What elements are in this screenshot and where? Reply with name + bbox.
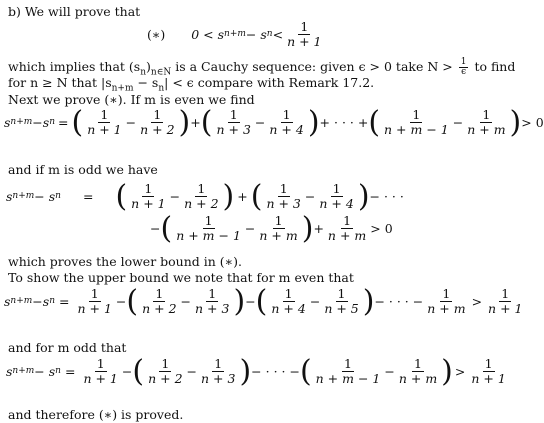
ol-f5d: n + m − 1 bbox=[176, 228, 241, 243]
ol2-op-3: + bbox=[313, 220, 324, 236]
ol2-op-1: − bbox=[150, 220, 161, 236]
eu-minus-sub: n bbox=[49, 295, 55, 306]
el-op-2: + bbox=[190, 114, 201, 130]
ou-frac-3 bbox=[199, 357, 237, 386]
el-f5n: 1 bbox=[412, 107, 421, 122]
eu-paren-open-2: ( bbox=[255, 283, 268, 319]
ou-f6n: 1 bbox=[484, 356, 493, 371]
ou-frac-1 bbox=[81, 357, 119, 386]
el-paren-open-1: ( bbox=[71, 104, 84, 140]
ol-tail: > 0 bbox=[370, 220, 393, 236]
ol-f4n: 1 bbox=[332, 181, 341, 196]
ou-dots: − · · · − bbox=[251, 363, 300, 379]
odd-intro: and if m is odd we have bbox=[8, 162, 158, 177]
even-upper-equation bbox=[4, 283, 526, 319]
el-op-1: − bbox=[125, 114, 137, 130]
eu-f3d: n + 3 bbox=[195, 301, 230, 316]
ou-paren-open-1: ( bbox=[132, 353, 145, 389]
ol-eq: = bbox=[82, 188, 94, 204]
el-op-3: − bbox=[254, 114, 266, 130]
eu-gt: > bbox=[471, 293, 483, 309]
el-tail: > 0 bbox=[521, 114, 544, 130]
ou-f1d: n + 1 bbox=[83, 371, 118, 386]
ol2-paren-close: ) bbox=[301, 210, 314, 246]
eu-eq: = bbox=[58, 293, 70, 309]
cauchy-frac-num: 1 bbox=[460, 57, 467, 67]
eu-op-3: − bbox=[245, 293, 256, 309]
eu-frac-4 bbox=[269, 287, 307, 316]
el-f4n: 1 bbox=[282, 107, 291, 122]
el-minus: −s bbox=[32, 114, 50, 130]
ou-f1n: 1 bbox=[96, 356, 105, 371]
eu-f1d: n + 1 bbox=[77, 301, 112, 316]
eu-f2d: n + 2 bbox=[142, 301, 177, 316]
ou-frac-5 bbox=[397, 357, 439, 386]
final-line-text: and therefore (∗) is proved. bbox=[8, 407, 184, 422]
ol-f6n: 1 bbox=[274, 213, 283, 228]
ol-frac-4 bbox=[317, 182, 355, 211]
ou-frac-6 bbox=[469, 357, 507, 386]
el-f6n: 1 bbox=[482, 107, 491, 122]
proves-lower: which proves the lower bound in (∗). bbox=[8, 254, 242, 269]
upper-intro: To show the upper bound we note that for m even that bbox=[8, 270, 354, 285]
ol-frac-2 bbox=[182, 182, 220, 211]
eu-lhs: s bbox=[4, 293, 11, 309]
ou-minus: − s bbox=[34, 363, 56, 379]
odd-upper-intro: and for m odd that bbox=[8, 340, 127, 355]
cauchy-sub-a: n bbox=[140, 67, 147, 78]
el-frac-6 bbox=[465, 108, 507, 137]
ou-f4d: n + m − 1 bbox=[315, 371, 381, 386]
eu-lhs-sub: n+m bbox=[10, 295, 33, 306]
ol-f6d: n + m bbox=[259, 228, 298, 243]
ou-f5n: 1 bbox=[414, 356, 422, 371]
eu-frac-6 bbox=[425, 287, 467, 316]
ol-frac-7 bbox=[326, 214, 368, 243]
ou-lhs: s bbox=[6, 363, 13, 379]
ol-frac-5 bbox=[174, 214, 243, 243]
ou-gt: > bbox=[454, 363, 466, 379]
ol-f2n: 1 bbox=[197, 181, 206, 196]
cauchy-text-b: ) bbox=[146, 59, 151, 74]
next-line: Next we prove (∗). If m is even we find bbox=[8, 92, 255, 107]
ol-f3n: 1 bbox=[279, 181, 288, 196]
el-lhs-sub: n+m bbox=[10, 116, 33, 127]
claim-sub2: n bbox=[266, 28, 273, 39]
eu-f7d: n + 1 bbox=[488, 301, 523, 316]
claim-lhs: 0 < s bbox=[191, 26, 225, 42]
cauchy2-sub-b: n bbox=[158, 83, 165, 94]
even-lower-equation bbox=[4, 104, 544, 140]
claim-equation bbox=[147, 20, 326, 49]
ol-op-2: + bbox=[237, 188, 248, 204]
ou-paren-open-2: ( bbox=[299, 353, 312, 389]
eu-paren-open-1: ( bbox=[126, 283, 139, 319]
eu-f5d: n + 5 bbox=[324, 301, 359, 316]
claim-rel: < bbox=[272, 26, 284, 42]
eu-minus: −s bbox=[32, 293, 50, 309]
ou-op-2: − bbox=[186, 363, 198, 379]
claim-mid: − s bbox=[245, 26, 267, 42]
ou-op-3: − bbox=[384, 363, 395, 379]
ou-f3n: 1 bbox=[214, 356, 223, 371]
ou-lhs-sub: n+m bbox=[12, 365, 35, 376]
ol2-op-2: − bbox=[244, 220, 256, 236]
el-frac-2 bbox=[138, 108, 176, 137]
ol-f5n: 1 bbox=[204, 213, 213, 228]
el-frac-1 bbox=[85, 108, 123, 137]
el-f3d: n + 3 bbox=[216, 122, 251, 137]
el-paren-close-3: ) bbox=[509, 104, 522, 140]
ol-op-3: − bbox=[304, 188, 316, 204]
eu-frac-7 bbox=[486, 287, 524, 316]
ol-f7n: 1 bbox=[343, 213, 352, 228]
el-eq: = bbox=[57, 114, 69, 130]
ol-frac-1 bbox=[129, 182, 167, 211]
el-f6d: n + m bbox=[467, 122, 506, 137]
ou-f3d: n + 3 bbox=[201, 371, 236, 386]
section-heading: b) We will prove that bbox=[8, 4, 141, 19]
ol-lhs-sub: n+m bbox=[12, 190, 35, 201]
cauchy2-text-a: for n ≥ N that |s bbox=[8, 75, 112, 90]
ol-paren-close-1: ) bbox=[222, 178, 235, 214]
ol-minus: − s bbox=[34, 188, 56, 204]
final-line bbox=[8, 407, 184, 422]
ou-f4n: 1 bbox=[344, 356, 352, 371]
eu-op-1: − bbox=[115, 293, 127, 309]
claim-den: n + 1 bbox=[287, 34, 322, 49]
el-frac-4 bbox=[267, 108, 305, 137]
claim-num: 1 bbox=[300, 19, 309, 34]
eu-paren-close-1: ) bbox=[233, 283, 246, 319]
eu-op-2: − bbox=[180, 293, 192, 309]
ou-paren-close-2: ) bbox=[441, 353, 453, 389]
ol-frac-6 bbox=[257, 214, 299, 243]
ou-minus-sub: n bbox=[55, 365, 61, 376]
ou-f5d: n + m bbox=[398, 371, 438, 386]
el-f1d: n + 1 bbox=[87, 122, 122, 137]
claim-tag: (∗) bbox=[147, 26, 166, 42]
ol-frac-3 bbox=[264, 182, 302, 211]
cauchy-fraction bbox=[459, 58, 469, 77]
cauchy-frac-den: ϵ bbox=[461, 67, 467, 77]
ol-lhs: s bbox=[6, 188, 13, 204]
eu-paren-close-2: ) bbox=[362, 283, 375, 319]
odd-lower-equation-1 bbox=[6, 178, 404, 214]
cauchy2-text-b: − s bbox=[133, 75, 159, 90]
ol-op-1: − bbox=[169, 188, 181, 204]
ou-op-1: − bbox=[121, 363, 133, 379]
el-op-4: − bbox=[452, 114, 464, 130]
ou-eq: = bbox=[64, 363, 76, 379]
odd-lower-equation-2 bbox=[150, 210, 393, 246]
el-minus-sub: n bbox=[49, 116, 55, 127]
eu-frac-2 bbox=[140, 287, 178, 316]
ou-paren-close-1: ) bbox=[239, 353, 252, 389]
eu-f7n: 1 bbox=[501, 286, 510, 301]
el-frac-5 bbox=[382, 108, 451, 137]
ou-frac-4 bbox=[314, 357, 383, 386]
cauchy2-text-c: | < ϵ compare with Remark 17.2. bbox=[164, 75, 375, 90]
ou-f6d: n + 1 bbox=[471, 371, 506, 386]
eu-dots: − · · · − bbox=[374, 293, 424, 309]
el-paren-close-1: ) bbox=[178, 104, 191, 140]
cauchy-text-c: is a Cauchy sequence: given ϵ > 0 take N > bbox=[171, 59, 453, 74]
ou-frac-2 bbox=[146, 357, 184, 386]
claim-fraction bbox=[285, 20, 323, 49]
ol-paren-open-1: ( bbox=[115, 178, 128, 214]
eu-op-4: − bbox=[309, 293, 321, 309]
ou-f2d: n + 2 bbox=[148, 371, 183, 386]
cauchy-text-d: to find bbox=[470, 59, 516, 74]
eu-f6n: 1 bbox=[442, 286, 451, 301]
ol2-paren-open: ( bbox=[160, 210, 173, 246]
el-f1n: 1 bbox=[100, 107, 109, 122]
eu-f6d: n + m bbox=[427, 301, 466, 316]
el-paren-open-3: ( bbox=[368, 104, 381, 140]
ol-f1d: n + 1 bbox=[131, 196, 166, 211]
cauchy-text-a: which implies that (s bbox=[8, 59, 141, 74]
ol-dots: − · · · bbox=[369, 188, 404, 204]
eu-f5n: 1 bbox=[337, 286, 346, 301]
el-paren-open-2: ( bbox=[200, 104, 213, 140]
claim-sub1: n+m bbox=[224, 28, 246, 39]
eu-f2n: 1 bbox=[155, 286, 164, 301]
el-frac-3 bbox=[214, 108, 252, 137]
odd-upper-equation bbox=[6, 353, 510, 389]
el-dots: + · · · + bbox=[319, 114, 369, 130]
ol-paren-close-2: ) bbox=[357, 178, 370, 214]
eu-frac-5 bbox=[322, 287, 360, 316]
cauchy2-sub-a: n+m bbox=[111, 83, 134, 94]
ol-paren-open-2: ( bbox=[250, 178, 263, 214]
eu-f4d: n + 4 bbox=[271, 301, 306, 316]
ol-f1n: 1 bbox=[144, 181, 153, 196]
eu-frac-3 bbox=[193, 287, 231, 316]
eu-f4n: 1 bbox=[284, 286, 293, 301]
el-lhs: s bbox=[4, 114, 11, 130]
eu-frac-1 bbox=[75, 287, 113, 316]
ol-f3d: n + 3 bbox=[266, 196, 301, 211]
ol-f2d: n + 2 bbox=[184, 196, 219, 211]
ol-f7d: n + m bbox=[327, 228, 367, 243]
eu-f3n: 1 bbox=[208, 286, 217, 301]
eu-f1n: 1 bbox=[90, 286, 99, 301]
el-f3n: 1 bbox=[229, 107, 238, 122]
el-f5d: n + m − 1 bbox=[384, 122, 449, 137]
ol-minus-sub: n bbox=[55, 190, 61, 201]
ou-f2n: 1 bbox=[161, 356, 170, 371]
ol-f4d: n + 4 bbox=[319, 196, 354, 211]
el-f4d: n + 4 bbox=[269, 122, 304, 137]
cauchy-sub-b: n∈N bbox=[150, 67, 172, 78]
el-f2n: 1 bbox=[153, 107, 162, 122]
el-paren-close-2: ) bbox=[307, 104, 320, 140]
el-f2d: n + 2 bbox=[140, 122, 175, 137]
